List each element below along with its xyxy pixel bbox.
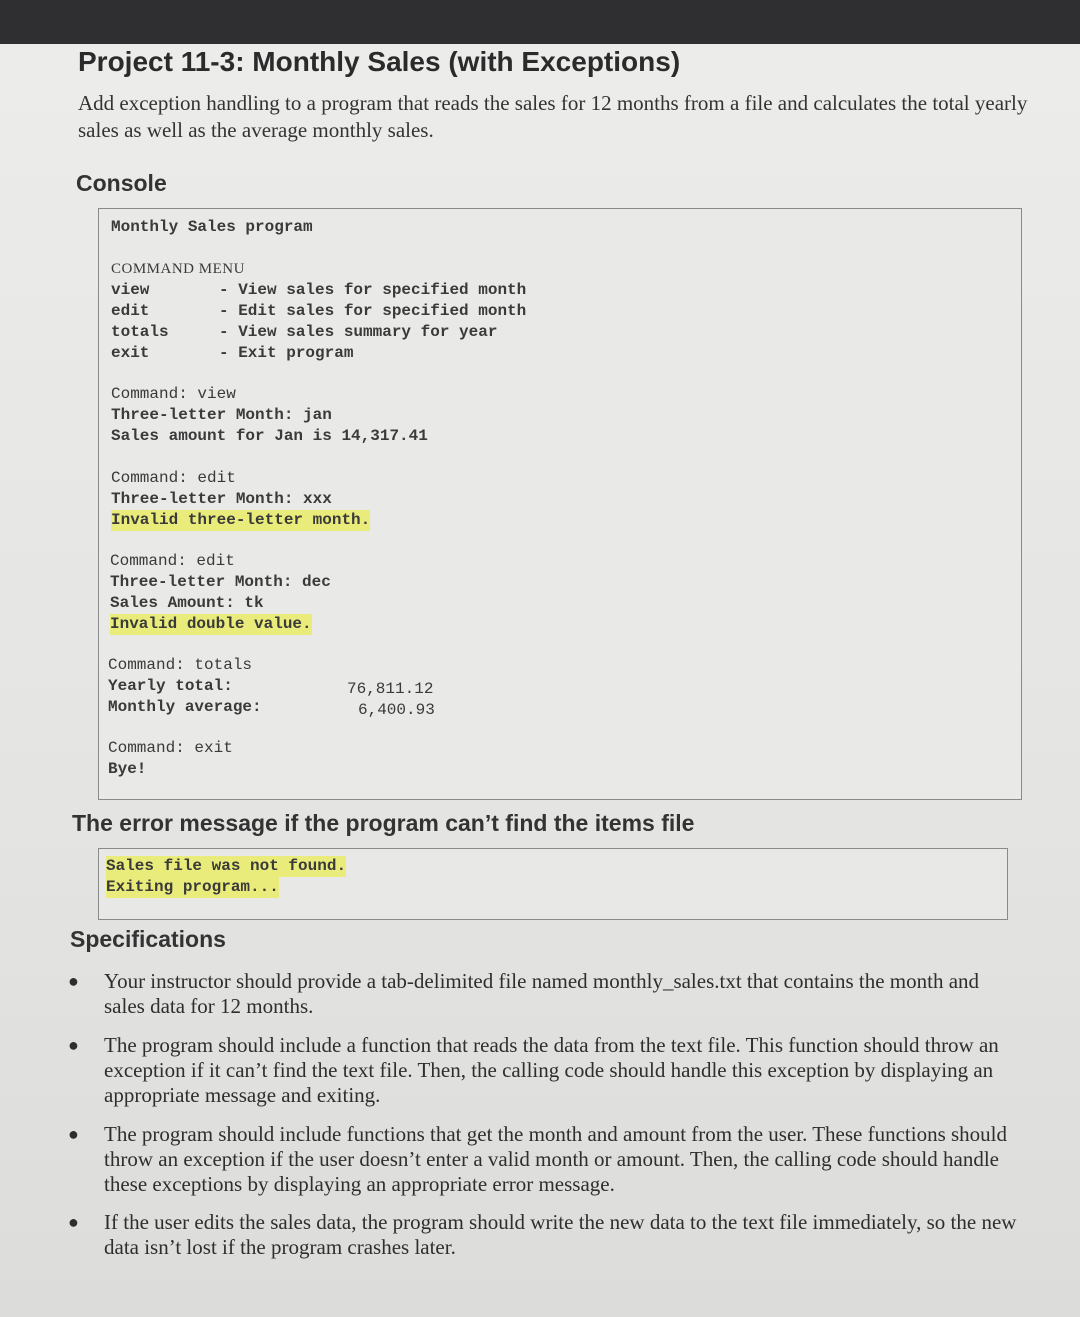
- console-line: Command: edit: [110, 552, 235, 570]
- console-line: Bye!: [108, 760, 147, 778]
- console-line: Three-letter Month: jan: [111, 406, 332, 424]
- bullet-icon: ●: [68, 971, 79, 991]
- list-item-text: The program should include a function that reads the data from the text file. This function should throw an exception if it can’t find the text file. Then, the calling code should handle this exception by displaying an appropriate message and exiting.: [104, 1033, 999, 1107]
- program-title: Monthly Sales program: [111, 218, 313, 236]
- error-line-highlighted: Invalid double value.: [110, 615, 312, 633]
- menu-desc: - View sales for specified month: [219, 281, 527, 299]
- console-line: Sales Amount: tk: [110, 594, 264, 612]
- error-message-box: [98, 848, 1008, 920]
- page-title: Project 11-3: Monthly Sales (with Exceptions): [78, 46, 681, 77]
- menu-header: COMMAND MENU: [111, 261, 245, 277]
- intro-paragraph: Add exception handling to a program that reads the sales for 12 months from a file and calculates the total yearly sales as well as the average monthly sales.: [78, 91, 1028, 142]
- menu-desc: - View sales summary for year: [219, 323, 498, 341]
- console-line: Command: edit: [111, 469, 236, 487]
- list-item-text: If the user edits the sales data, the program should write the new data to the text file immediately, so the new data isn’t lost if the program crashes later.: [104, 1210, 1017, 1259]
- console-box: [98, 208, 1022, 800]
- error-line-highlighted: Sales file was not found.: [106, 857, 347, 875]
- console-line: Three-letter Month: xxx: [111, 490, 332, 508]
- console-line: Command: exit: [108, 739, 233, 757]
- bullet-icon: ●: [68, 1212, 79, 1232]
- list-item-text: Your instructor should provide a tab-delimited file named monthly_sales.txt that contains the month and sales data for 12 months.: [104, 969, 980, 1018]
- error-line-highlighted: Exiting program...: [106, 878, 279, 896]
- monthly-average-value: 6,400.93: [358, 701, 435, 719]
- console-line: Command: totals: [108, 656, 253, 674]
- yearly-total-label: Yearly total:: [108, 677, 233, 695]
- console-line: Three-letter Month: dec: [110, 573, 331, 591]
- menu-desc: - Edit sales for specified month: [219, 302, 527, 320]
- error-line-highlighted: Invalid three-letter month.: [111, 511, 371, 529]
- menu-cmd: exit: [111, 344, 150, 362]
- specifications-heading: Specifications: [70, 926, 226, 952]
- window-top-bar: [0, 0, 1080, 44]
- console-line: Sales amount for Jan is 14,317.41: [111, 427, 428, 445]
- bullet-icon: ●: [68, 1035, 79, 1055]
- menu-cmd: totals: [111, 323, 169, 341]
- console-heading: Console: [76, 170, 167, 196]
- monthly-average-label: Monthly average:: [108, 698, 262, 716]
- console-line: Command: view: [111, 385, 236, 403]
- error-heading: The error message if the program can’t find the items file: [72, 810, 695, 836]
- yearly-total-value: 76,811.12: [347, 680, 434, 698]
- list-item-text: The program should include functions that get the month and amount from the user. These functions should throw an exception if the user doesn’t enter a valid month or amount. Then, the calling code should handle these exceptions by displaying an appropriate error message.: [104, 1122, 1008, 1196]
- menu-desc: - Exit program: [219, 344, 354, 362]
- menu-cmd: view: [111, 281, 150, 299]
- menu-cmd: edit: [111, 302, 150, 320]
- bullet-icon: ●: [68, 1124, 79, 1144]
